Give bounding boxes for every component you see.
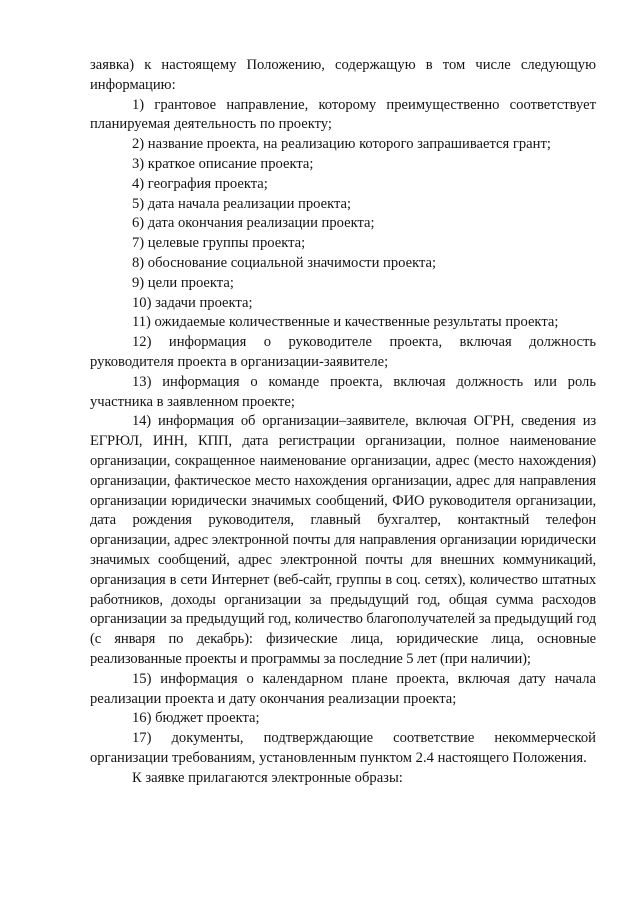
list-item-6: 6) дата окончания реализации проекта;: [132, 215, 375, 232]
paragraph-attachments: К заявке прилагаются электронные образы:: [132, 769, 403, 786]
list-item-11: 11) ожидаемые количественные и качественные результаты проекта;: [132, 314, 559, 331]
list-item-16: 16) бюджет проекта;: [132, 710, 260, 727]
list-item-13: 13) информация о команде проекта, включая должность или роль участника в заявленном проекте;: [90, 373, 596, 410]
list-item-3: 3) краткое описание проекта;: [132, 155, 314, 172]
list-item-17: 17) документы, подтверждающие соответствие некоммерческой организации требованиям, установленным пунктом 2.4 настоящего Положения.: [90, 730, 596, 766]
list-item-1: 1) грантовое направление, которому преимущественно соответствует планируемая деятельность по проекту;: [90, 96, 596, 133]
list-item-4: 4) география проекта;: [132, 175, 268, 192]
paragraph-intro: заявка) к настоящему Положению, содержащую в том числе следующую информацию:: [90, 57, 596, 93]
list-item-8: 8) обоснование социальной значимости проекта;: [132, 254, 437, 271]
list-item-14: 14) информация об организации–заявителе, включая ОГРН, сведения из ЕГРЮЛ, ИНН, КПП, дата регистрации организации, полное наименование организации, сокращенное наименование организации, адрес (место нахождения) организации, фактическое место нахождения организации, адрес для направления организации юридически значимых сообщений, ФИО руководителя организации, дата рождения руководителя, главный бухгалтер, контактный телефон организации, адрес электронной почты для направления организации юридически значимых сообщений, адрес электронной почты для внешних коммуникаций, организация в сети Интернет (веб-сайт, группы в соц. сетях), количество штатных работников, доходы организации за предыдущий год, общая сумма расходов организации за предыдущий год, количество благополучателей за предыдущий год (с января по декабрь): физические лица, юридические лица, основные реализованные проекты и программы за последние 5 лет (при наличии);: [90, 413, 596, 667]
list-item-15: 15) информация о календарном плане проекта, включая дату начала реализации проекта и дату окончания реализации проекта;: [90, 670, 596, 707]
list-item-5: 5) дата начала реализации проекта;: [132, 195, 352, 212]
list-item-12: 12) информация о руководителе проекта, включая должность руководителя проекта в организации-заявителе;: [90, 334, 596, 370]
list-item-7: 7) целевые группы проекта;: [132, 235, 306, 252]
list-item-2: 2) название проекта, на реализацию которого запрашивается грант;: [132, 136, 551, 153]
list-item-10: 10) задачи проекта;: [132, 294, 253, 311]
list-item-9: 9) цели проекта;: [132, 274, 234, 291]
